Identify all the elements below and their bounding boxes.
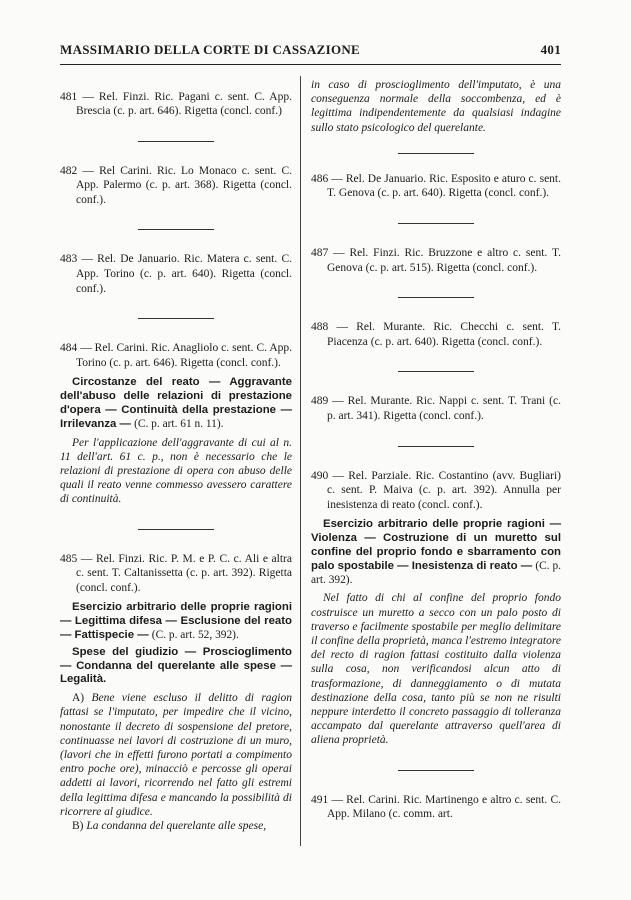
separator-rule xyxy=(138,529,214,530)
entry-488: 488 — Rel. Murante. Ric. Checchi c. sent. T. Piacenza (c. p. art. 640). Rigetta (concl. conf.). xyxy=(311,321,561,348)
separator-rule xyxy=(138,141,214,142)
entry-489: 489 — Rel. Murante. Ric. Nappi c. sent. T. Trani (c. p. art. 341). Rigetta (concl. conf.). xyxy=(311,395,561,422)
journal-title: MASSIMARIO DELLA CORTE DI CASSAZIONE xyxy=(60,42,361,57)
running-header xyxy=(60,42,561,58)
entry-484: 484 — Rel. Carini. Ric. Anagliolo c. sent. C. App. Torino (c. p. art. 646). Rigetta (concl. conf.). xyxy=(60,342,292,369)
maxim-485-b-continued: in caso di proscioglimento dell'imputato, è una conseguenza normale della soccombenza, ed è legittima indipendentemente da qualsiasi indagine sullo stato psicologico del querelante. xyxy=(311,79,561,134)
right-column xyxy=(311,78,561,822)
abstract-485-b: Spese del giudizio — Proscioglimento — Condanna del querelante alle spese — Legalità. xyxy=(60,645,292,686)
abstract-reference: (C. p. art. 392). xyxy=(311,559,561,586)
entry-483: 483 — Rel. De Januario. Ric. Matera c. sent. C. App. Torino (c. p. art. 640). Rigetta (concl. conf.). xyxy=(60,253,292,295)
entry-482: 482 — Rel Carini. Ric. Lo Monaco c. sent. C. App. Palermo (c. p. art. 368). Rigetta (concl. conf.). xyxy=(60,164,292,206)
maxim-490: Nel fatto di chi al confine del proprio fondo costruisce un muretto a secco con un palo posto di traverso e facilmente spostabile per meglio delimitare il confine della proprietà, manca l'estremo integratore del recto di ragion fattasi costituito dalla violenza sulla cosa, non verificandosi alcun atto di trasformazione, di danneggiamento o di mutata destinazione della cosa, tanto più se non ne risulti neppure interdetto il concreto passaggio di tolleranza accampato dal querelante attraverso quell'area di aliena proprietà. xyxy=(311,592,561,747)
page-number: 401 xyxy=(540,42,561,57)
separator-rule xyxy=(138,229,214,230)
column-divider xyxy=(300,76,301,846)
abstract-heading: Esercizio arbitrario delle proprie ragioni — Violenza — Costruzione di un muretto sul confine del proprio fondo e sbarramento con palo spostabile — Inesistenza di reato — xyxy=(311,518,561,572)
entry-481: 481 — Rel. Finzi. Ric. Pagani c. sent. C. App. Brescia (c. p. art. 646). Rigetta (concl. conf.) xyxy=(60,90,292,118)
maxim-label: B) xyxy=(72,820,84,833)
maxim-484: Per l'applicazione dell'aggravante di cui al n. 11 dell'art. 61 c. p., non è necessario che le relazioni di prestazione di opera con abuso delle quali il reato venne commesso avessero carattere di continuità. xyxy=(60,436,292,506)
entry-490: 490 — Rel. Parziale. Ric. Costantino (avv. Bugliari) c. sent. P. Maiva (c. p. art. 392). Annulla per inesistenza di reato (concl. conf.). xyxy=(311,469,561,511)
entry-486: 486 — Rel. De Januario. Ric. Esposito e aturo c. sent. T. Genova (c. p. art. 640). Rigetta (concl. conf.). xyxy=(311,172,561,200)
abstract-heading: Circostanze del reato — Aggravante dell'abuso delle relazioni di prestazione d'opera — Continuità della prestazione — Irrilevanza — xyxy=(60,376,292,430)
maxim-485-a xyxy=(60,691,292,819)
left-column xyxy=(60,78,292,833)
header-rule xyxy=(60,64,561,65)
abstract-484 xyxy=(60,376,292,431)
separator-rule xyxy=(398,446,474,447)
maxim-text: La condanna del querelante alle spese, xyxy=(86,820,267,833)
separator-rule xyxy=(398,770,474,771)
abstract-485-a xyxy=(60,601,292,642)
abstract-490 xyxy=(311,518,561,587)
abstract-reference: (C. p. art. 52, 392). xyxy=(151,629,239,642)
separator-rule xyxy=(398,371,474,372)
abstract-heading: Esercizio arbitrario delle proprie ragioni — Legittima difesa — Esclusione del reato — Fattispecie — xyxy=(60,601,292,642)
maxim-label: A) xyxy=(72,692,85,705)
separator-rule xyxy=(398,153,474,154)
entry-487: 487 — Rel. Finzi. Ric. Bruzzone e altro c. sent. T. Genova (c. p. art. 515). Rigetta (concl. conf.). xyxy=(311,247,561,274)
separator-rule xyxy=(398,297,474,298)
entry-491: 491 — Rel. Carini. Ric. Martinengo e altro c. sent. C. App. Milano (c. comm. art. xyxy=(311,793,561,821)
separator-rule xyxy=(398,223,474,224)
abstract-reference: (C. p. art. 61 n. 11). xyxy=(134,417,224,430)
separator-rule xyxy=(138,318,214,319)
maxim-text: Bene viene escluso il delitto di ragion fattasi se l'imputato, per impedire che il vicino, nonostante il decreto di sospensione del pretore, continuasse nei lavori di costruzione di un muro, (lavori che in effetti furono portati a compimento entro poche ore), minacciò e percosse gli operai addetti ai lavori, ricorrendo nel fatto gli estremi della legittima difesa e mancando la possibilità di ricorrere al giudice. xyxy=(60,692,292,818)
entry-485: 485 — Rel. Finzi. Ric. P. M. e P. C. c. Ali e altra c. sent. T. Caltanissetta (c. p. art. 392). Rigetta (concl. conf.). xyxy=(60,552,292,594)
maxim-485-b xyxy=(60,819,292,833)
